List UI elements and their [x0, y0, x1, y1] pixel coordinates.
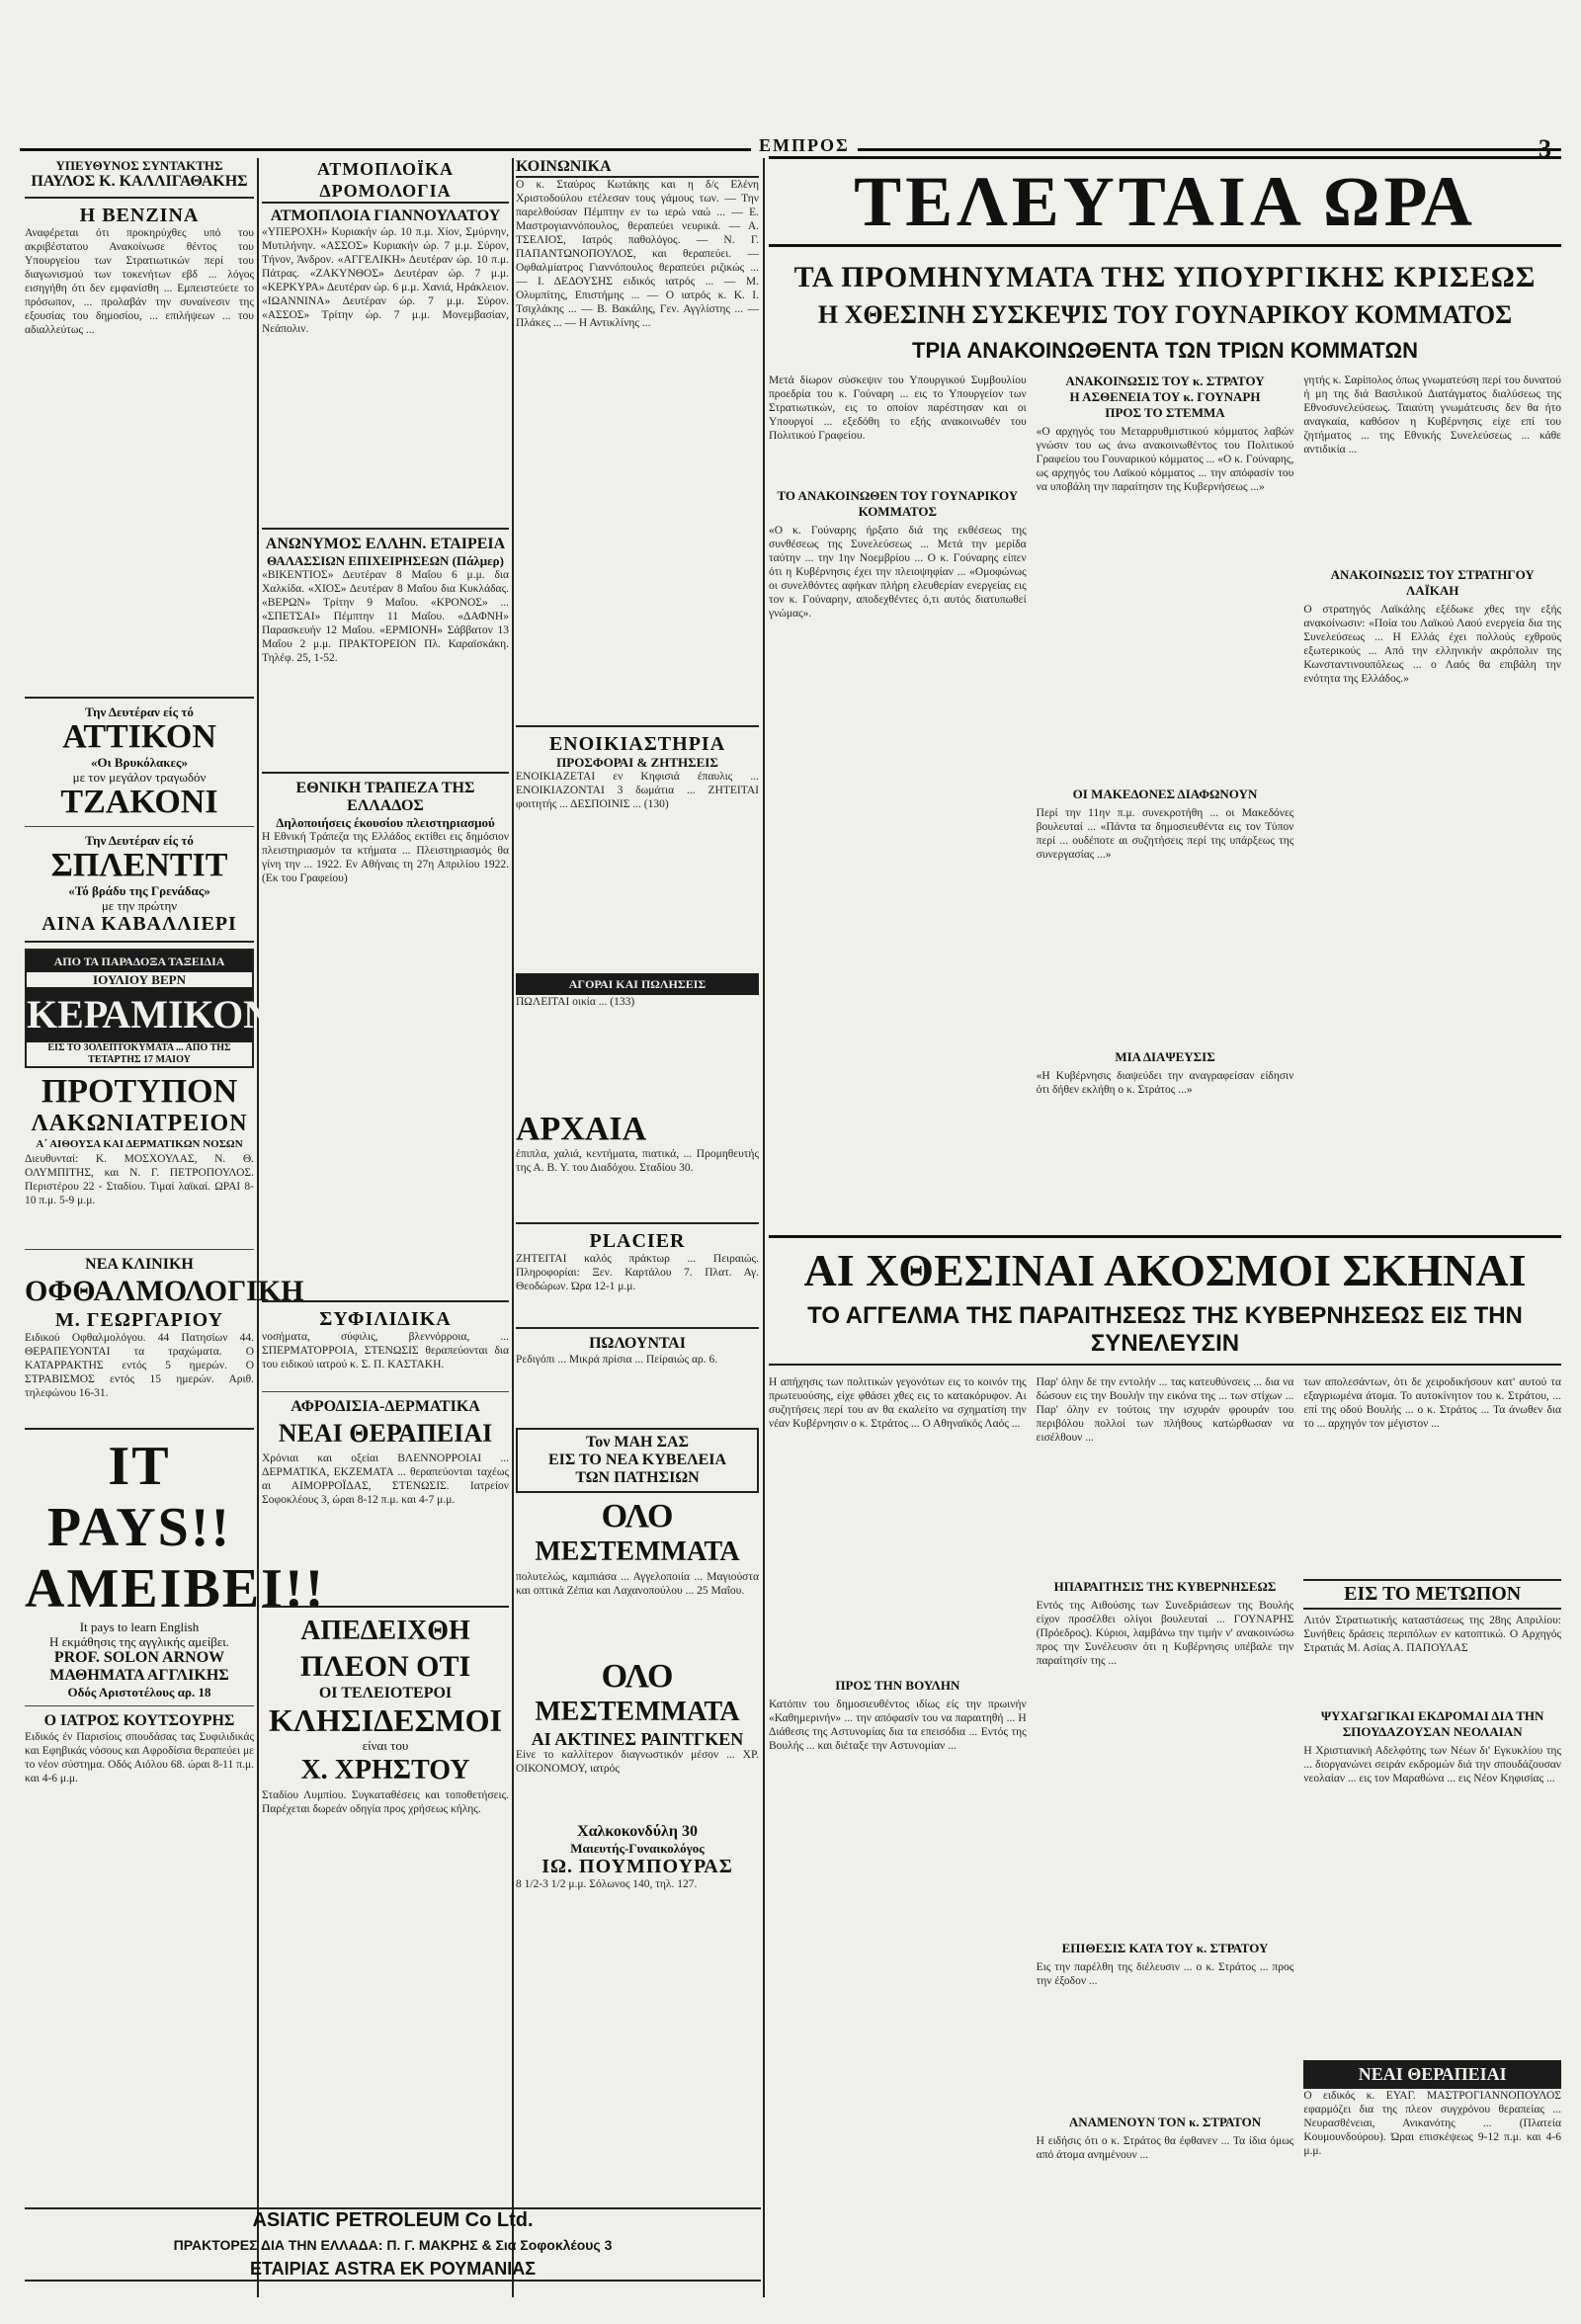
- attikon-note: με τον μεγάλον τραγωδόν: [72, 770, 207, 785]
- enoikiastiria-title: ΕΝΟΙΚΙΑΣΤΗΡΙΑ: [548, 733, 726, 755]
- keramikon-top: ΑΠΟ ΤΑ ΠΑΡΑΔΟΞΑ ΤΑΞΕΙΔΙΑ: [27, 951, 252, 972]
- prosfores-sub: ΠΡΟΣΦΟΡΑΙ & ΖΗΤΗΣΕΙΣ: [556, 755, 718, 770]
- column-2: [262, 158, 509, 2201]
- attikon-title: ΑΤΤΙΚΟΝ: [62, 718, 216, 755]
- col-e-text-2: Εντός της Αιθούσης των Συνεδριάσεων της Βουλής είχον προσέλθει ολίγοι βουλευταί ... ΓΟΥΝΑΡΗΣ (Πρόεδρος). Κύριοι, λαμβάνω την τιμήν ν' ανακοινώσω προς την Συνέλευσιν ότι η Κυβέρνησις υπέβαλε την παραίτησίν της ...: [1036, 1600, 1294, 1667]
- col-e-heading-2: ΕΠΙΘΕΣΙΣ ΚΑΤΑ ΤΟΥ κ. ΣΤΡΑΤΟΥ: [1061, 1941, 1269, 1955]
- placier-title: PLACIER: [589, 1230, 686, 1252]
- col-d-text-2: Κατόπιν του δημοσιευθέντος ιδίως είς την πρωινήν «Καθημερινήν» ... την απόφασίν του να παραιτηθή ... Η Διάθεσις της Αστυνομίας δια τα επεισόδια ... Εντός της Βουλής ... και διέταξε την Αστυνομίαν ...: [769, 1699, 1027, 1752]
- keramikon-title: ΚΕΡΑΜΙΚΟΝ: [27, 987, 252, 1042]
- giannoulatou-title: ΑΤΜΟΠΛΟΙΑ ΓΙΑΝΝΟΥΛΑΤΟΥ: [270, 208, 501, 224]
- col-e-text-3: Εις την παρέλθη της διέλευσιν ... ο κ. Στράτος ... προς την έξοδον ...: [1036, 1961, 1294, 1987]
- tzakoni-title: ΤΖΑΚΟΝΙ: [60, 784, 218, 820]
- gynaikologos-line: Μαιευτής-Γυναικολόγος: [570, 1841, 705, 1856]
- atmoploika-title: ΑΤΜΟΠΛΟΪΚΑ ΔΡΟΜΟΛΟΓΙΑ: [262, 158, 509, 204]
- keramikon-note: ΕΙΣ ΤΟ 3ΟΛΕΠΤΟΚΥΜΑΤΑ ... ΑΠΟ ΤΗΣ ΤΕΤΑΡΤΗΣ 17 ΜΑΙΟΥ: [47, 1042, 231, 1065]
- solon-arnow: PROF. SOLON ARNOW: [53, 1649, 225, 1666]
- page-number: 3: [1539, 134, 1551, 163]
- xristou-text: Σταδίου Λυμπίου. Συγκαταθέσεις και τοποθετήσεις. Παρέχεται δωρεάν οδηγία προς χρήσεως κήλης.: [262, 1789, 509, 1815]
- enoikiastiria-text: ΕΝΟΙΚΙΑΖΕΤΑΙ εν Κηφισιά έπαυλις ... ΕΝΟΙΚΙΑΖΟΝΤΑΙ 3 δωμάτια ... ΖΗΤΕΙΤΑΙ φοιτητής ... ΔΕΣΠΟΙΝΙΣ ... (130): [516, 771, 759, 810]
- col-e-heading-3: ΑΝΑΜΕΝΟΥΝ ΤΟΝ κ. ΣΤΡΑΤΟΝ: [1068, 2115, 1262, 2129]
- asiatic-petroleum: ASIATIC PETROLEUM Co Ltd.: [25, 2207, 761, 2232]
- col-a-heading: ΤΟ ΑΝΑΚΟΙΝΩΘΕΝ ΤΟΥ ΓΟΥΝΑΡΙΚΟΥ ΚΟΜΜΑΤΟΣ: [777, 488, 1019, 519]
- ameibei-title: ΑΜΕΙΒΕΙ!!: [25, 1558, 326, 1619]
- splendid-note: με την πρώτην: [101, 898, 178, 913]
- splendid-title: ΣΠΛΕΝΤΙΤ: [50, 847, 228, 883]
- einai-tou: είναι του: [362, 1738, 409, 1753]
- afrodisia-title: ΑΦΡΟΔΙΣΙΑ-ΔΕΡΜΑΤΙΚΑ: [291, 1398, 480, 1415]
- pleon-oti-title: ΠΛΕΟΝ ΟΤΙ: [299, 1650, 471, 1683]
- main-news: [769, 156, 1561, 2300]
- xristou-title: Χ. ΧΡΗΣΤΟΥ: [300, 1755, 470, 1785]
- column-3: [516, 158, 759, 2201]
- lakoniatreion-sub: Α΄ ΑΙΘΟΥΣΑ ΚΑΙ ΔΕΡΜΑΤΙΚΩΝ ΝΟΣΩΝ: [36, 1138, 243, 1150]
- col-a-text-2: «Ο κ. Γούναρης ήρξατο διά της εκθέσεως της συνθέσεως της Συνελεύσεως ... Μετά την μερίδα ταύτην ... την 1ην Νοεμβρίου ... Ο κ. Γούναρης είπεν ότι η Κυβέρνησις έχει την πλειοψηφίαν ... «Ομοφώνως οι συνελθόντες αφήκαν πλήρη ελευθερίαν ενεργείας εις τον κ. Γούναρην, αποδεχθέντες ό,τι αυτός διατυπωθεί γνώμας».: [769, 525, 1027, 620]
- col-b-text: «Ο αρχηγός του Μεταρρυθμιστικού κόμματος λαβών γνώσιν του ως άνω ανακοινωθέντος του Πολιτικού Γραφείου του Γουναρικού κόμματος ... «Ο κ. Γούναρης, ως αρχηγός του Λαϊκού κόμματος ... την απόφασίν του να υποβάλη την παραίτησιν της Κυβερνήσεως ...»: [1036, 426, 1294, 493]
- nea-kliniki: ΝΕΑ ΚΛΙΝΙΚΗ: [85, 1256, 194, 1273]
- column-divider: [257, 158, 259, 2297]
- col-d-text: Η απήχησις των πολιτικών γεγονότων εις το κοινόν της πρωτευούσης, είχε φθάσει χθες εις το κατακόρυφον. Αι συζητήσεις περί του αν θα εκαλείτο να σχηματίση την νέαν Κυβέρνησιν ο κ. Στράτος ... Ο Αθηναϊκός Λαός ...: [769, 1376, 1027, 1430]
- col-b-heading-1: ΑΝΑΚΟΙΝΩΣΙΣ ΤΟΥ κ. ΣΤΡΑΤΟΥ: [1065, 374, 1265, 388]
- syfilidika-text: νοσήματα, σύφιλις, βλεννόρροια, ... ΣΠΕΡΜΑΤΟΡΡΟΙΑ, ΣΤΕΝΩΣΙΣ θεραπεύονται δια του ειδικού ιατρού κ. Σ. Π. ΚΑΣΤΑΚΗ.: [262, 1331, 509, 1370]
- teleutaia-ora-banner: ΤΕΛΕΥΤΑΙΑ ΩΡΑ: [769, 156, 1561, 247]
- etairias-line: ΕΤΑΙΡΙΑΣ ASTRA ΕΚ ΡΟΥΜΑΝΙΑΣ: [25, 2259, 761, 2282]
- column-1: [25, 158, 326, 2297]
- crisis-columns: [769, 374, 1561, 1223]
- syfilidika-title: ΣΥΦΙΛΙΔΙΚΑ: [319, 1308, 452, 1330]
- col-e-text-4: Η ειδήσις ότι ο κ. Στράτος θα έφθανεν ... Τα ίδια όμως από άτομα ανημένουν ...: [1036, 2135, 1294, 2161]
- aktines-title: ΑΙ ΑΚΤΙΝΕΣ ΡΑΙΝΤΓΚΕΝ: [531, 1729, 744, 1749]
- col-d-heading: ΠΡΟΣ ΤΗΝ ΒΟΥΛΗΝ: [835, 1678, 960, 1693]
- col-b-heading-5: ΜΙΑ ΔΙΑΨΕΥΣΙΣ: [1115, 1049, 1215, 1064]
- english-greek: Η εκμάθησις της αγγλικής αμείβει.: [48, 1634, 230, 1649]
- nea-therapeia-title: ΝΕΑΙ ΘΕΡΑΠΕΙΑΙ: [278, 1419, 493, 1448]
- monday-line-2: Την Δευτέραν είς τό: [85, 833, 194, 848]
- benzina-heading: Η ΒΕΝΖΙΝΑ: [79, 205, 200, 226]
- kleidesmoi-title: ΚΛΗΣΙΔΕΣΜΟΙ: [269, 1702, 502, 1738]
- scenes-columns: [769, 1375, 1561, 2324]
- ton-mai: Τον ΜΑΗ ΣΑΣ: [586, 1434, 689, 1451]
- col-f-text: των απολεσάντων, ότι δε χειροδικήσουν κατ' αυτού τα εξαγριωμένα άτομα. Το αυτοκίνητον του κ. Στράτου, ... επί της οδού Βουλής ... ο κ. Στράτος ... Τα άνωθεν δια το ... αρχηγόν τον μέγιστον ...: [1303, 1376, 1562, 1430]
- xalkokondyli-line: Χαλκοκονδύλη 30: [577, 1823, 698, 1840]
- ethniki-text: Η Εθνική Τράπεζα της Ελλάδος εκτίθει εις δημόσιον πλειστηριασμόν τα κτήματα ... Πλειστηριασμός θα γίνη την ... 1922. Εν Αθήναις τη 27η Απριλίου 1922. (Εκ του Γραφείου): [262, 831, 509, 884]
- col-f-heading: ΕΙΣ ΤΟ ΜΕΤΩΠΟΝ: [1303, 1579, 1561, 1610]
- patision-line: ΤΩΝ ΠΑΤΗΣΙΩΝ: [575, 1469, 700, 1486]
- scenes-column-d: [769, 1375, 1027, 2324]
- col-c-text: γητής κ. Σαρίπολος όπως γνωματεύση περί του δυνατού ή μη της διά Βασιλικού Διατάγματος διαλύσεως της Εθνοσυνελεύσεως. Ταιαύτη γνωμάτευσις δεν θα ήτο αναγκαία, καθόσον η Κυβέρνησις είχε επί του ζητήματος ... της Εθνικής Συνελεύσεως ... κάθε αντιδικία ...: [1303, 374, 1562, 456]
- splendid-play: «Τό βράδυ της Γρενάδας»: [68, 883, 210, 898]
- arxaia-text: έπιπλα, χαλιά, κεντήματα, πιατικά, ... Προμηθευτής της Α. Β. Υ. του Διαδόχου. Σταδίου 30.: [516, 1148, 759, 1174]
- praktores-line: ΠΡΑΚΤΟΡΕΣ ΔΙΑ ΤΗΝ ΕΛΛΑΔΑ: Π. Γ. ΜΑΚΡΗΣ & Σια Σοφοκλέους 3: [173, 2237, 613, 2253]
- col-f-text-4: Ο ειδικός κ. ΕΥΑΓ. ΜΑΣΤΡΟΓΙΑΝΝΟΠΟΥΛΟΣ εφαρμόζει δια της πλεον συγχρόνου θεραπείας ... Νευρασθένειαι, Ανικανότης ... (Πλατεία Κουμουνδούρου). Ώραι επισκέψεως 9-12 π.μ. και 4-6 μ.μ.: [1303, 2090, 1562, 2157]
- promhnymata-heading: ΤΑ ΠΡΟΜΗΝΥΜΑΤΑ ΤΗΣ ΥΠΟΥΡΓΙΚΗΣ ΚΡΙΣΕΩΣ: [793, 261, 1537, 293]
- col-e-heading: ΗΠΑΡΑΙΤΗΣΙΣ ΤΗΣ ΚΥΒΕΡΝΗΣΕΩΣ: [1053, 1579, 1277, 1594]
- teleioteroi-title: ΟΙ ΤΕΛΕΙΟΤΕΡΟΙ: [318, 1685, 453, 1702]
- olo-title-1: ΟΛΟ: [601, 1498, 674, 1535]
- scenes-column-f: [1303, 1375, 1561, 2324]
- attikon-play: «Οι Βρυκόλακες»: [90, 755, 188, 770]
- mestemmata-title-2: ΜΕΣΤΕΜΜΑΤΑ: [535, 1697, 740, 1727]
- aina-title: ΑΙΝΑ ΚΑΒΑΛΛΙΕΡΙ: [42, 913, 237, 935]
- lakoniatreion-text: Διευθυνταί: Κ. ΜΟΣΧΟΥΛΑΣ, Ν. Θ. ΟΛΥΜΠΙΤΗΣ, και Ν. Γ. ΠΕΤΡΟΠΟΥΛΟΣ. Περιστέρου 22 - Σταδίου. Τιμαί λαϊκαί. ΩΡΑΙ 8-10 π.μ. 5-9 μ.μ.: [25, 1153, 254, 1206]
- xthesini-heading: Η ΧΘΕΣΙΝΗ ΣΥΣΚΕΨΙΣ ΤΟΥ ΓΟΥΝΑΡΙΚΟΥ ΚΟΜΜΑΤΟΣ: [817, 300, 1513, 329]
- english-line: It pays to learn English: [79, 1619, 200, 1634]
- akosmoi-heading: ΑΙ ΧΘΕΣΙΝΑΙ ΑΚΟΣΜΟΙ ΣΚΗΝΑΙ: [769, 1235, 1561, 1296]
- poumpouras-title: ΙΩ. ΠΟΥΜΠΟΥΡΑΣ: [541, 1856, 733, 1877]
- column-divider: [512, 158, 514, 2297]
- agorai-title: ΑΓΟΡΑΙ ΚΑΙ ΠΩΛΗΣΕΙΣ: [516, 973, 759, 995]
- koinonika-title: ΚΟΙΝΩΝΙΚΑ: [516, 158, 759, 178]
- mestemmata-text: πολυτελώς, καμπιάσα ... Αγγελοποιία ... Μαγιούστα και οπτικά Ζέπια και Λαχανοπούλου ... 25 Μαΐου.: [516, 1571, 759, 1597]
- placier-text: ΖΗΤΕΙΤΑΙ καλός πράκτωρ ... Πειραιώς. Πληροφορίαι: Ξεν. Καρτάλου 7. Πλατ. Αγ. Θεοδώρων. Ώρα 12-1 μ.μ.: [516, 1253, 759, 1292]
- dilopoiisis-sub: Δηλοποιήσεις έκουσίου πλειστηριασμού: [276, 815, 495, 830]
- protypon-title: ΠΡΟΤΥΠΟΝ: [41, 1073, 238, 1110]
- tria-heading: ΤΡΙΑ ΑΝΑΚΟΙΝΩΘΕΝΤΑ ΤΩΝ ΤΡΙΩΝ ΚΟΜΜΑΤΩΝ: [912, 338, 1418, 363]
- benzina-text: Αναφέρεται ότι προκηρύχθες υπό του ακριβέστατου Ανακοίνωσε θέντος του Υπουργείου των Στρατιωτικών περί του διαγωνισμού των τοκενήτων εβδ ... λόγος εισηγήθη ότι δεν εμφανίσθη ... Εμπειστεύετε το πρόσωπον, ... προλαβάν την συναίνεσιν της εξουσίας του δημοσίου, ... επιλήψεων ... του αδιαλλεύτως ...: [25, 227, 254, 336]
- ethniki-title: ΕΘΝΙΚΗ ΤΡΑΠΕΖΑ ΤΗΣ ΕΛΛΑΔΟΣ: [295, 780, 475, 814]
- lakoniatreion-title: ΛΑΚΩΝΙΑΤΡΕΙΟΝ: [31, 1111, 248, 1136]
- crisis-column-a: [769, 374, 1027, 1223]
- kyveleia-ad: [516, 1428, 759, 1493]
- col-e-text: Παρ' όλην δε την εντολήν ... τας κατευθύνσεις ... δια να δώσουν εις την Βουλήν την εικόνα της ... των στίχων ... Παρ' όλην εν τούτοις την ισχυράν φρουράν του περιβόλου πολλοί των πλήθους κατώρθωσαν να εισέλθουν ...: [1036, 1376, 1294, 1444]
- col-b-heading-4: ΟΙ ΜΑΚΕΔΟΝΕΣ ΔΙΑΦΩΝΟΥΝ: [1072, 787, 1258, 801]
- ofthalmologiki-title: ΟΦΘΑΛΜΟΛΟΓΙΚΗ: [25, 1275, 304, 1307]
- polountai-title: ΠΩΛΟΥΝΤΑΙ: [589, 1335, 686, 1352]
- column-divider: [763, 158, 765, 2297]
- keramikon-ad: [25, 949, 272, 1068]
- aktines-text: Είνε το καλλίτερον διαγνωστικόν μέσον ... ΧΡ. ΟΙΚΟΝΟΜΟΥ, ιατρός: [516, 1749, 759, 1775]
- mathimata-title: ΜΑΘΗΜΑΤΑ ΑΓΓΛΙΚΗΣ: [49, 1667, 229, 1684]
- monday-line-1: Την Δευτέραν είς τό: [85, 705, 194, 719]
- col-b-heading-2: Η ΑΣΘΕΝΕΙΑ ΤΟΥ κ. ΓΟΥΝΑΡΗ: [1069, 389, 1261, 404]
- scenes-column-e: [1037, 1375, 1294, 2324]
- col-b-text-2: Περί την 11ην π.μ. συνεκροτήθη ... οι Μακεδόνες βουλευταί ... «Πάντα τα δημοσιευθέντα εις τον Τύπον περί ... ουδέποτε αι συζητήσεις περί της υπάρξεως της συνεργασίας ...»: [1036, 807, 1294, 861]
- col-f-text-3: Η Χριστιανική Αδελφότης των Νέων δι' Εγκυκλίου της ... διοργανώνει σειράν εκδρομών διά την σπουδάζουσαν νεολαίαν ... εις τον Μαραθώνα ... εις Νέον Κηφισίας ...: [1303, 1745, 1562, 1784]
- col-c-text-2: Ο στρατηγός Λαϊκάλης εξέδωκε χθες την εξής ανακοίνωσιν: «Ποία του Λαϊκού Λαού ενεργεία δια της Συνελεύσεως ... Η Ελλάς έχει πολλούς εχθρούς εξωτερικούς ... Από την ελληνικήν ακρόπολιν της Κωνσταντινουπόλεως ... ο Λαός θα επιβάλη την ενότητα της Ελλάδος.»: [1303, 604, 1562, 685]
- iatros-text: Ειδικός έν Παρισίοις σπουδάσας τας Συφιλιδικάς και Εφηβικάς νόσους και Αφροδίσια θεραπεύει με το νέον σύστημα. Οδός Αιόλου 68. ώραι 8-11 π.μ. και 4-6 μ.μ.: [25, 1731, 254, 1784]
- apedeixthi-title: ΑΠΕΔΕΙΧΘΗ: [300, 1616, 470, 1646]
- ofthalmologiki-text: Ειδικού Οφθαλμολόγου. 44 Πατησίων 44. ΘΕΡΑΠΕΥΟΝΤΑΙ τα τραχώματα. Ο ΚΑΤΑΡΡΑΚΤΗΣ εντός 5 ημερών. Ο ΣΤΡΑΒΙΣΜΟΣ εντός 15 ημερών. Αριθ. τηλεφώνου 16-31.: [25, 1332, 254, 1399]
- arxaia-title: ΑΡΧΑΙΑ: [516, 1111, 647, 1147]
- poumpouras-text: 8 1/2-3 1/2 μ.μ. Σόλωνος 140, τηλ. 127.: [516, 1878, 698, 1890]
- georgariou-name: Μ. ΓΕΩΡΓΑΡΙΟΥ: [54, 1309, 224, 1331]
- aggelma-heading: ΤΟ ΑΓΓΕΛΜΑ ΤΗΣ ΠΑΡΑΙΤΗΣΕΩΣ ΤΗΣ ΚΥΒΕΡΝΗΣΕΩΣ ΕΙΣ ΤΗΝ ΣΥΝΕΛΕΥΣΙΝ: [769, 1302, 1561, 1366]
- it-pays-title: IT PAYS!!: [46, 1436, 232, 1558]
- koinonika-text: Ο κ. Σταύρος Κωτάκης και η δ/ς Ελένη Χριστοδούλου ετέλεσαν τους γάμους των. — Την παρελθούσαν Πέμπτην εν τω ιερώ ναώ ... — Ε. Μαστρογιαννόπουλος, θεραπεύει νευρικά. — Α. ΤΣΕΛΙΟΣ, Ιατρός παθολόγος. — Ν. Γ. ΠΑΠΑΝΤΩΝΟΠΟΥΛΟΣ, και θεραπεύει. — Οφθαλμίατρος Γιαννόπουλος θεραπεύει ριζικώς ... — Ι. ΔΕΔΟΥΣΗΣ ειδικός ιατρός ... — Μ. Ολυμπίτης, Επιστήμης ... — Ο ιατρός κ. Κ. Ι. Τσιχλάκης ... — Β. Βακάλης, Γεν. Αγγλίστης ... — Πλάκες ... — Η Αντικλίνης ...: [516, 179, 759, 329]
- col-c-heading: ΑΝΑΚΟΙΝΩΣΙΣ ΤΟΥ ΣΤΡΑΤΗΓΟΥ ΛΑΪΚΑΗ: [1330, 567, 1535, 598]
- keramikon-sub: ΙΟΥΛΙΟΥ ΒΕΡΝ: [93, 972, 186, 987]
- iatros-title: Ο ΙΑΤΡΟΣ ΚΟΥΤΣΟΥΡΗΣ: [43, 1712, 235, 1729]
- crisis-column-b: [1037, 374, 1294, 1223]
- col-f-text-2: Λιτόν Στρατιωτικής καταστάσεως της 28ης Απριλίου: Συνήθεις δράσεις περιπόλων εν κατοπτικώ. Ο Αρχηγός Στρατιάς Μ. Ασίας Α. ΠΑΠΟΥΛΑΣ: [1303, 1615, 1562, 1654]
- polountai-text: Ρεδιγόπι ... Μικρά πρίσια ... Πείραιώς αρ. 6.: [516, 1354, 718, 1366]
- masthead-title: ΕΜΠΡΟΣ: [751, 135, 858, 156]
- col-f-heading-2: ΨΥΧΑΓΩΓΙΚΑΙ ΕΚΔΡΟΜΑΙ ΔΙΑ ΤΗΝ ΣΠΟΥΔΑΖΟΥΣΑΝ ΝΕΟΛΑΙΑΝ: [1320, 1708, 1544, 1739]
- editor-label: ΥΠΕΥΘΥΝΟΣ ΣΥΝΤΑΚΤΗΣ: [55, 158, 223, 173]
- col-b-heading-3: ΠΡΟΣ ΤΟ ΣΤΕΜΜΑ: [1105, 405, 1225, 420]
- anonymos-text: «ΒΙΚΕΝΤΙΟΣ» Δευτέραν 8 Μαΐου 6 μ.μ. δια Χαλκίδα. «ΧΙΟΣ» Δευτέραν 8 Μαΐου δια Κυκλάδας. «ΒΕΡΩΝ» Τρίτην 9 Μαΐου. «ΚΡΟΝΟΣ» ... «ΣΠΕΤΣΑΙ» Πέμπτην 11 Μαΐου. «ΔΑΦΝΗ» Παρασκευήν 12 Μαΐου. «ΕΡΜΙΟΝΗ» Σάββατον 13 Μαΐου 2 μ.μ. ΠΡΑΚΤΟΡΕΙΟΝ Πλ. Καραϊσκάκη. Τηλέφ. 25, 1-52.: [262, 569, 509, 664]
- schedule-text: «ΥΠΕΡΟΧΗ» Κυριακήν ώρ. 10 π.μ. Χίον, Σμύρνην, Μυτιλήνην. «ΑΣΣΟΣ» Κυριακήν ώρ. 7 μ.μ. Σύρον, Τήνον, Άνδρον. «ΑΓΓΕΛΙΚΗ» Δευτέραν ώρ. 10 π.μ. Πάτρας. «ΖΑΚΥΝΘΟΣ» Δευτέραν ώρ. 7 μ.μ. «ΚΕΡΚΥΡΑ» Δευτέραν ώρ. 6 μ.μ. Χανιά, Ηράκλειον. «ΙΩΑΝΝΙΝΑ» Δευτέραν ώρ. 7 μ.μ. Σύρον. «ΑΣΣΟΣ» Τρίτην ώρ. 7 μ.μ. Μονεμβασίαν, Νεάπολιν.: [262, 226, 509, 335]
- editor-name: ΠΑΥΛΟΣ Κ. ΚΑΛΛΙΓΑΘΑΚΗΣ: [31, 173, 248, 190]
- col-b-text-3: «Η Κυβέρνησις διαψεύδει την αναγραφείσαν είδησιν ότι δήθεν εκλήθη ο κ. Στράτος ...»: [1036, 1070, 1294, 1096]
- col-a-text: Μετά δίωρον σύσκεψιν του Υπουργικού Συμβουλίου προεδρία του κ. Γούναρη ... εις το Υπουργείον των Στρατιωτικών, εις το οποίον παρέστησαν και οι Υπουργοί ... εξεδόθη το εξής ανακοινωθέν του Πολιτικού Γραφείου.: [769, 374, 1027, 442]
- afrodisia-text: Χρόνιαι και οξείαι ΒΛΕΝΝΟΡΡΟΙΑΙ ... ΔΕΡΜΑΤΙΚΑ, ΕΚΖΕΜΑΤΑ ... θεραπεύονται ταχέως αι ΑΙΜΟΡΡΟΪΔΑΣ, ΣΤΕΝΩΣΙΣ. Ιατρείον Σοφοκλέους 3, ώραι 8-12 π.μ. και 4-7 μ.μ.: [262, 1452, 509, 1506]
- mestemmata-title-1: ΜΕΣΤΕΜΜΑΤΑ: [535, 1536, 740, 1567]
- odos-line: Οδός Αριστοτέλους αρ. 18: [67, 1685, 211, 1700]
- olo-title-2: ΟΛΟ: [601, 1658, 674, 1695]
- crisis-column-c: [1303, 374, 1561, 1223]
- agorai-text: ΠΩΛΕΙΤΑΙ οικία ... (133): [516, 996, 635, 1008]
- anonymos-title: ΑΝΩΝΥΜΟΣ ΕΛΛΗΝ. ΕΤΑΙΡΕΙΑ: [265, 536, 506, 552]
- col-f-heading-3: ΝΕΑΙ ΘΕΡΑΠΕΙΑΙ: [1303, 2060, 1561, 2089]
- kyveleia-line: ΕΙΣ ΤΟ ΝΕΑ ΚΥΒΕΛΕΙΑ: [547, 1452, 727, 1468]
- thalassion-sub: ΘΑΛΑΣΣΙΩΝ ΕΠΙΧΕΙΡΗΣΕΩΝ (Πάλμερ): [267, 553, 504, 568]
